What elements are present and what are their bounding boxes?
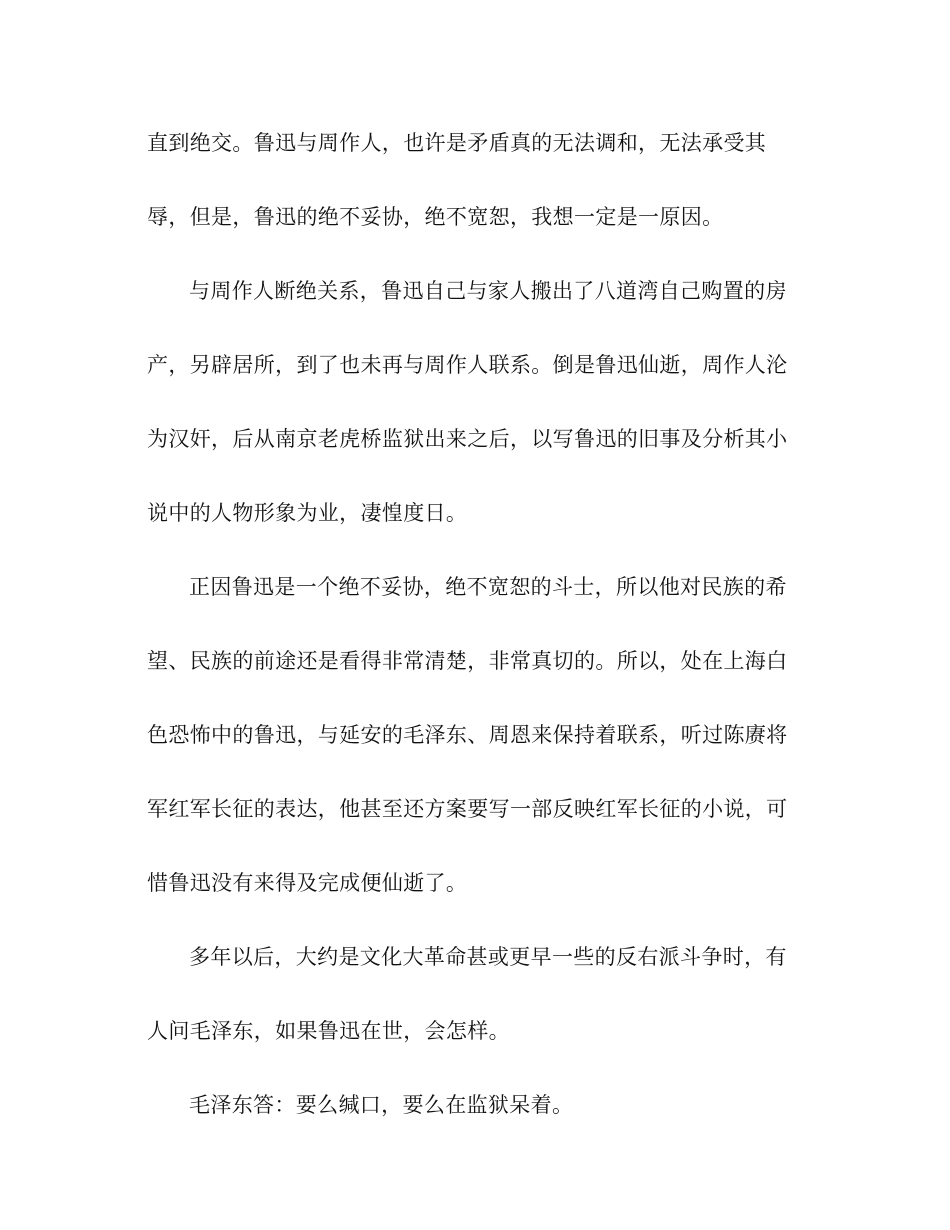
text-line: 人问毛泽东，如果鲁迅在世，会怎样。 — [147, 1019, 510, 1043]
text-line: 为汉奸，后从南京老虎桥监狱出来之后，以写鲁迅的旧事及分析其小 — [147, 427, 788, 451]
paragraph-first-line: 多年以后，大约是文化大革命甚或更早一些的反右派斗争时，有 — [189, 945, 787, 969]
text-line: 望、民族的前途还是看得非常清楚，非常真切的。所以，处在上海白 — [147, 649, 788, 673]
text-line: 辱，但是，鲁迅的绝不妥协，绝不宽恕，我想一定是一原因。 — [147, 205, 724, 229]
text-line: 说中的人物形象为业，凄惶度日。 — [147, 501, 468, 525]
paragraph-first-line: 毛泽东答：要么缄口，要么在监狱呆着。 — [189, 1093, 574, 1117]
paragraph-first-line: 与周作人断绝关系，鲁迅自己与家人搬出了八道湾自己购置的房 — [189, 279, 787, 303]
text-line: 产，另辟居所，到了也未再与周作人联系。倒是鲁迅仙逝，周作人沦 — [147, 353, 788, 377]
text-line: 军红军长征的表达，他甚至还方案要写一部反映红军长征的小说，可 — [147, 797, 788, 821]
text-line: 惜鲁迅没有来得及完成便仙逝了。 — [147, 871, 468, 895]
text-line: 色恐怖中的鲁迅，与延安的毛泽东、周恩来保持着联系，听过陈赓将 — [147, 723, 788, 747]
paragraph-first-line: 正因鲁迅是一个绝不妥协，绝不宽恕的斗士，所以他对民族的希 — [189, 575, 787, 599]
text-line: 直到绝交。鲁迅与周作人，也许是矛盾真的无法调和，无法承受其 — [147, 131, 767, 155]
